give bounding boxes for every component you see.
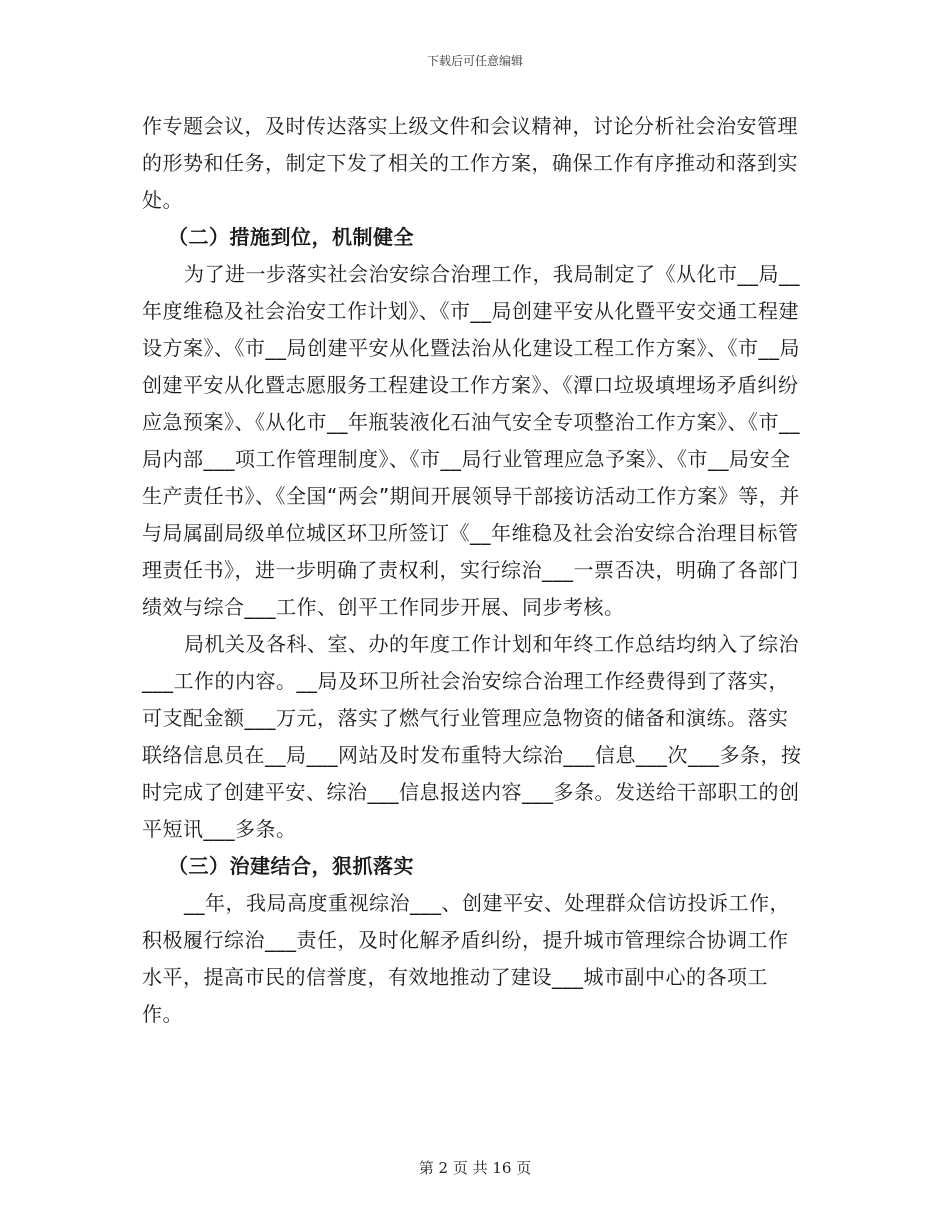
header-note: 下载后可任意编辑 xyxy=(426,54,523,68)
paragraph-2b: 局机关及各科、室、办的年度工作计划和年终工作总结均纳入了综治___工作的内容。__局及环卫所社会治安综合治理工作经费得到了落实，可支配金额___万元，落实了燃气行业管理应急物资的储备和演练。落实联络信息员在__局___网站及时发布重特大综治___信息___次___多条，按时完成了创建平安、综治___信息报送内容___多条。发送给干部职工的创平短讯___多条。 xyxy=(142,632,802,841)
paragraph-2a: 为了进一步落实社会治安综合治理工作，我局制定了《从化市__局__年度维稳及社会治安工作计划》、《市__局创建平安从化暨平安交通工程建设方案》、《市__局创建平安从化暨法治从化建设工程工作方案》、《市__局创建平安从化暨志愿服务工程建设工作方案》、《潭口垃圾填埋场矛盾纠纷应急预案》、《从化市__年瓶装液化石油气安全专项整治工作方案》、《市__局内部___项工作管理制度》、《市__局行业管理应急予案》、《市__局安全生产责任书》、《全国“两会”期间开展领导干部接访活动工作方案》等，并与局属副局级单位城区环卫所签订《__年维稳及社会治安综合治理目标管理责任书》，进一步明确了责权利，实行综治___一票否决，明确了各部门绩效与综合___工作、创平工作同步开展、同步考核。 xyxy=(142,262,800,619)
section-heading-3: （三）治建结合，狠抓落实 xyxy=(168,854,414,878)
paragraph-3a: __年，我局高度重视综治___、创建平安、处理群众信访投诉工作，积极履行综治___责任，及时化解矛盾纠纷，提升城市管理综合协调工作水平，提高市民的信誉度，有效地推动了建设___城市副中心的各项工作。 xyxy=(142,891,790,1026)
page-number: 第 2 页 共 16 页 xyxy=(418,1159,532,1177)
section-heading-2: （二）措施到位，机制健全 xyxy=(168,225,414,249)
document-body xyxy=(142,108,808,1033)
paragraph-intro: 作专题会议，及时传达落实上级文件和会议精神，讨论分析社会治安管理的形势和任务，制定下发了相关的工作方案，确保工作有序推动和落到实处。 xyxy=(142,114,798,212)
